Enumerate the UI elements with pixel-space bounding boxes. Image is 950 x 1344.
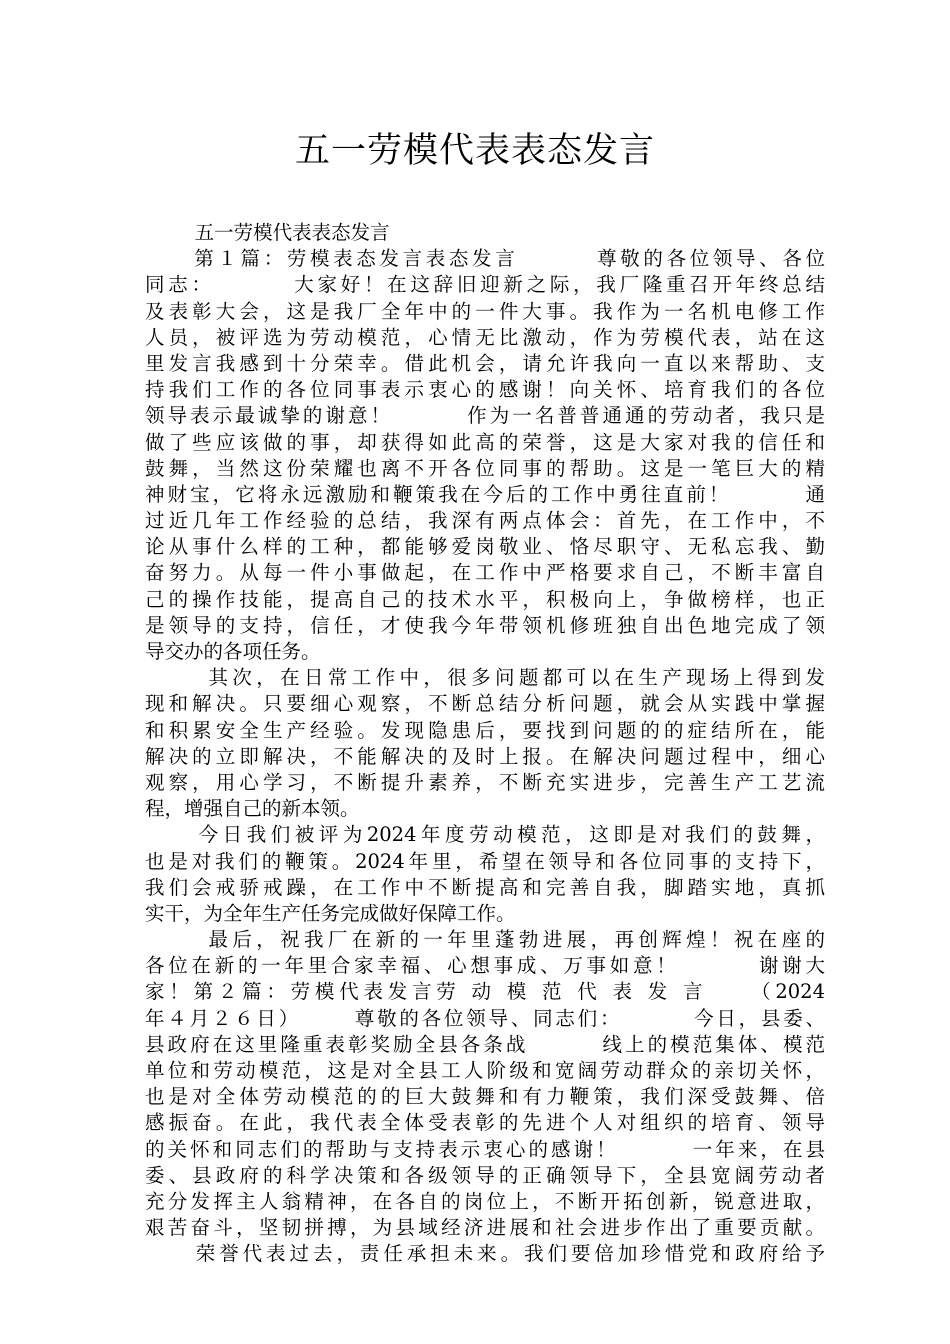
body-line: 己的操作技能，提高自己的技术水平，积极向上，争做榜样，也正 (145, 587, 825, 611)
body-line: 过近几年工作经验的总结，我深有两点体会：首先，在工作中，不 (145, 509, 825, 533)
document-title: 五一劳模代表表态发言 (294, 131, 655, 171)
body-line: 鼓舞，当然这份荣耀也离不开各位同事的帮助。这是一笔巨大的精 (145, 456, 825, 480)
body-line: 程，增强自己的新本领。 (145, 797, 360, 821)
document-body (145, 220, 825, 1268)
body-line: 委、县政府的科学决策和各级领导的正确领导下，全县宽阔劳动者 (145, 1163, 825, 1187)
body-line: 也是对我们的鞭策。2024年里，希望在领导和各位同事的支持下， (145, 849, 825, 873)
body-line: 也是对全体劳动模范的的巨大鼓舞和有力鞭策，我们深受鼓舞、倍 (145, 1085, 825, 1109)
body-line: 单位和劳动模范，这是对全县工人阶级和宽阔劳动群众的亲切关怀， (145, 1059, 825, 1082)
body-line: 是领导的支持，信任，才使我今年带领机修班独自出色地完成了领 (145, 613, 825, 637)
body-line: 实干，为全年生产任务完成做好保障工作。 (145, 901, 516, 925)
body-line: 领导表示最诚挚的谢意！ 作为一名普普通通的劳动者，我只是 (145, 404, 825, 428)
body-line: 县政府在这里隆重表彰奖励全县各条战 线上的模范集体、模范 (145, 1032, 825, 1056)
body-line: 持我们工作的各位同事表示衷心的感谢！向关怀、培育我们的各位 (145, 378, 825, 402)
body-line: 我们会戒骄戒躁，在工作中不断提高和完善自我，脚踏实地，真抓 (145, 875, 825, 899)
body-line: 充分发挥主人翁精神，在各自的岗位上，不断开拓创新，锐意进取， (145, 1189, 825, 1213)
body-line: 今日我们被评为2024年度劳动模范，这即是对我们的鼓舞， (145, 823, 825, 847)
body-line: 观察，用心学习，不断提升素养，不断充实进步，完善生产工艺流 (145, 770, 825, 794)
body-line: 其次，在日常工作中，很多问题都可以在生产现场上得到发 (145, 666, 825, 690)
body-line: 人员，被评选为劳动模范，心情无比激动，作为劳模代表，站在这 (145, 325, 825, 349)
body-line: 解决的立即解决，不能解决的及时上报。在解决问题过程中，细心 (145, 744, 825, 768)
body-line: 的关怀和同志们的帮助与支持表示衷心的感谢！ 一年来，在县 (145, 1137, 825, 1161)
body-line: 家！第２篇：劳模代表发言劳 动 模 范 代 表 发 言 （2024 (145, 980, 825, 1004)
body-line: 和积累安全生产经验。发现隐患后，要找到问题的的症结所在，能 (145, 718, 825, 742)
body-line: 感振奋。在此，我代表全体受表彰的先进个人对组织的培育、领导 (145, 1111, 825, 1135)
body-line: 及表彰大会，这是我厂全年中的一件大事。我作为一名机电修工作 (145, 299, 825, 323)
body-line: 做了些应该做的事，却获得如此高的荣誉，这是大家对我的信任和 (145, 430, 825, 454)
body-line: 导交办的各项任务。 (145, 640, 321, 663)
body-line: 年４月２６日） 尊敬的各位领导、同志们： 今日，县委、 (145, 1006, 825, 1030)
body-line: 同志： 大家好！在这辞旧迎新之际，我厂隆重召开年终总结 (145, 273, 825, 297)
body-line: 神财宝，它将永远激励和鞭策我在今后的工作中勇往直前！ 通 (145, 482, 825, 506)
body-line: 最后，祝我厂在新的一年里蓬勃进展，再创辉煌！祝在座的 (145, 928, 825, 952)
body-line: 论从事什么样的工种，都能够爱岗敬业、恪尽职守、无私忘我、勤 (145, 535, 825, 559)
body-line: 各位在新的一年里合家幸福、心想事成、万事如意！ 谢谢大 (145, 954, 825, 978)
body-line: 五一劳模代表表态发言 (145, 221, 390, 244)
body-line: 里发言我感到十分荣幸。借此机会，请允许我向一直以来帮助、支 (145, 351, 825, 375)
body-line: 荣誉代表过去，责任承担未来。我们要倍加珍惜党和政府给予 (145, 1242, 825, 1266)
body-line: 艰苦奋斗，坚韧拼搏，为县域经济进展和社会进步作出了重要贡献。 (145, 1216, 825, 1240)
body-line: 现和解决。只要细心观察，不断总结分析问题，就会从实践中掌握 (145, 692, 825, 716)
body-line: 第１篇：劳模表态发言表态发言 尊敬的各位领导、各位 (145, 247, 825, 271)
body-line: 奋努力。从每一件小事做起，在工作中严格要求自己，不断丰富自 (145, 561, 825, 585)
